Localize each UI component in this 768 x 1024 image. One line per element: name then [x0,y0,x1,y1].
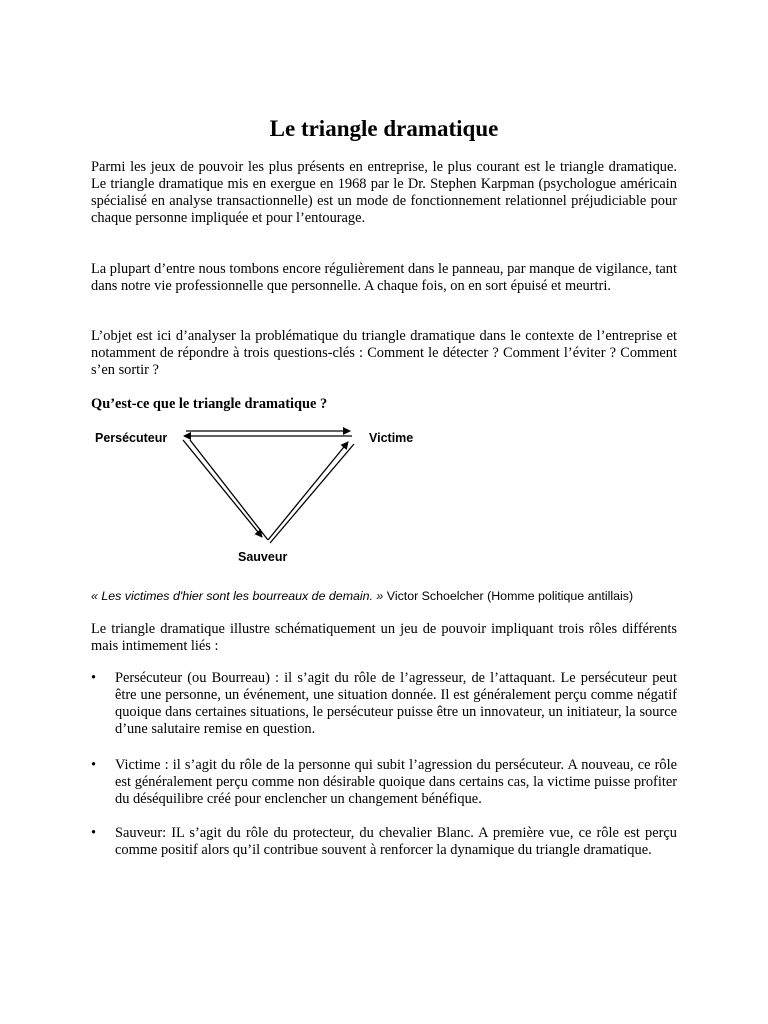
paragraph-intro: Parmi les jeux de pouvoir les plus présents en entreprise, le plus courant est le triangle dramatique. Le triangle dramatique mis en exergue en 1968 par le Dr. Stephen Karpman (psychologue américain spécialisé en analyse transactionnelle) est un mode de fonctionnement relationnel préjudiciable pour chaque personne impliquée et pour l’entourage. [91,159,677,226]
paragraph-vigilance: La plupart d’entre nous tombons encore régulièrement dans le panneau, par manque de vigilance, tant dans notre vie professionnelle que personnelle. A chaque fois, on en sort épuisé et meurtri. [91,261,677,294]
persecutor-rescuer-arrow [183,440,262,537]
victim-rescuer-line [270,444,354,543]
page-title: Le triangle dramatique [269,116,499,141]
label-rescuer: Sauveur [238,550,288,564]
rescuer-persecutor-line [190,440,268,540]
rescuer-victim-arrow [268,442,348,540]
quote [91,588,633,604]
quote-attribution: Victor Schoelcher (Homme politique antillais) [386,589,634,603]
bullet-icon: • [91,757,97,773]
bullet-icon: • [91,670,97,686]
label-persecutor: Persécuteur [95,431,168,445]
paragraph-objective: L’objet est ici d’analyser la problématique du triangle dramatique dans le contexte de l’entreprise et notamment de répondre à trois questions-clés : Comment le détecter ? Comment l’éviter ? Comment s’en sortir ? [91,328,677,378]
bullet-icon: • [91,825,97,841]
role-victim-text: Victime : il s’agit du rôle de la personne qui subit l’agression du persécuteur. A nouveau, ce rôle est généralement perçu comme non désirable quoique dans certains cas, la victime puisse profiter du déséquilibre créé pour enclencher un changement bénéfique. [115,757,677,807]
quote-text: « Les victimes d'hier sont les bourreaux de demain. » [91,589,384,603]
role-rescuer-text: Sauveur: IL s’agit du rôle du protecteur, du chevalier Blanc. A première vue, ce rôle est perçu comme positif alors qu’il contribue souvent à renforcer la dynamique du triangle dramatique. [115,825,677,858]
role-persecutor-text: Persécuteur (ou Bourreau) : il s’agit du rôle de l’agresseur, de l’attaquant. Le persécuteur peut être une personne, un événement, une situation donnée. Il est généralement perçu comme négatif quoique dans certaines situations, le persécuteur puisse être un innovateur, un initiateur, la source d’une salutaire remise en question. [115,670,677,737]
paragraph-roles-intro: Le triangle dramatique illustre schématiquement un jeu de pouvoir impliquant trois rôles différents mais intimement liés : [91,621,677,654]
section-heading: Qu’est-ce que le triangle dramatique ? [91,396,328,412]
label-victim: Victime [369,431,414,445]
